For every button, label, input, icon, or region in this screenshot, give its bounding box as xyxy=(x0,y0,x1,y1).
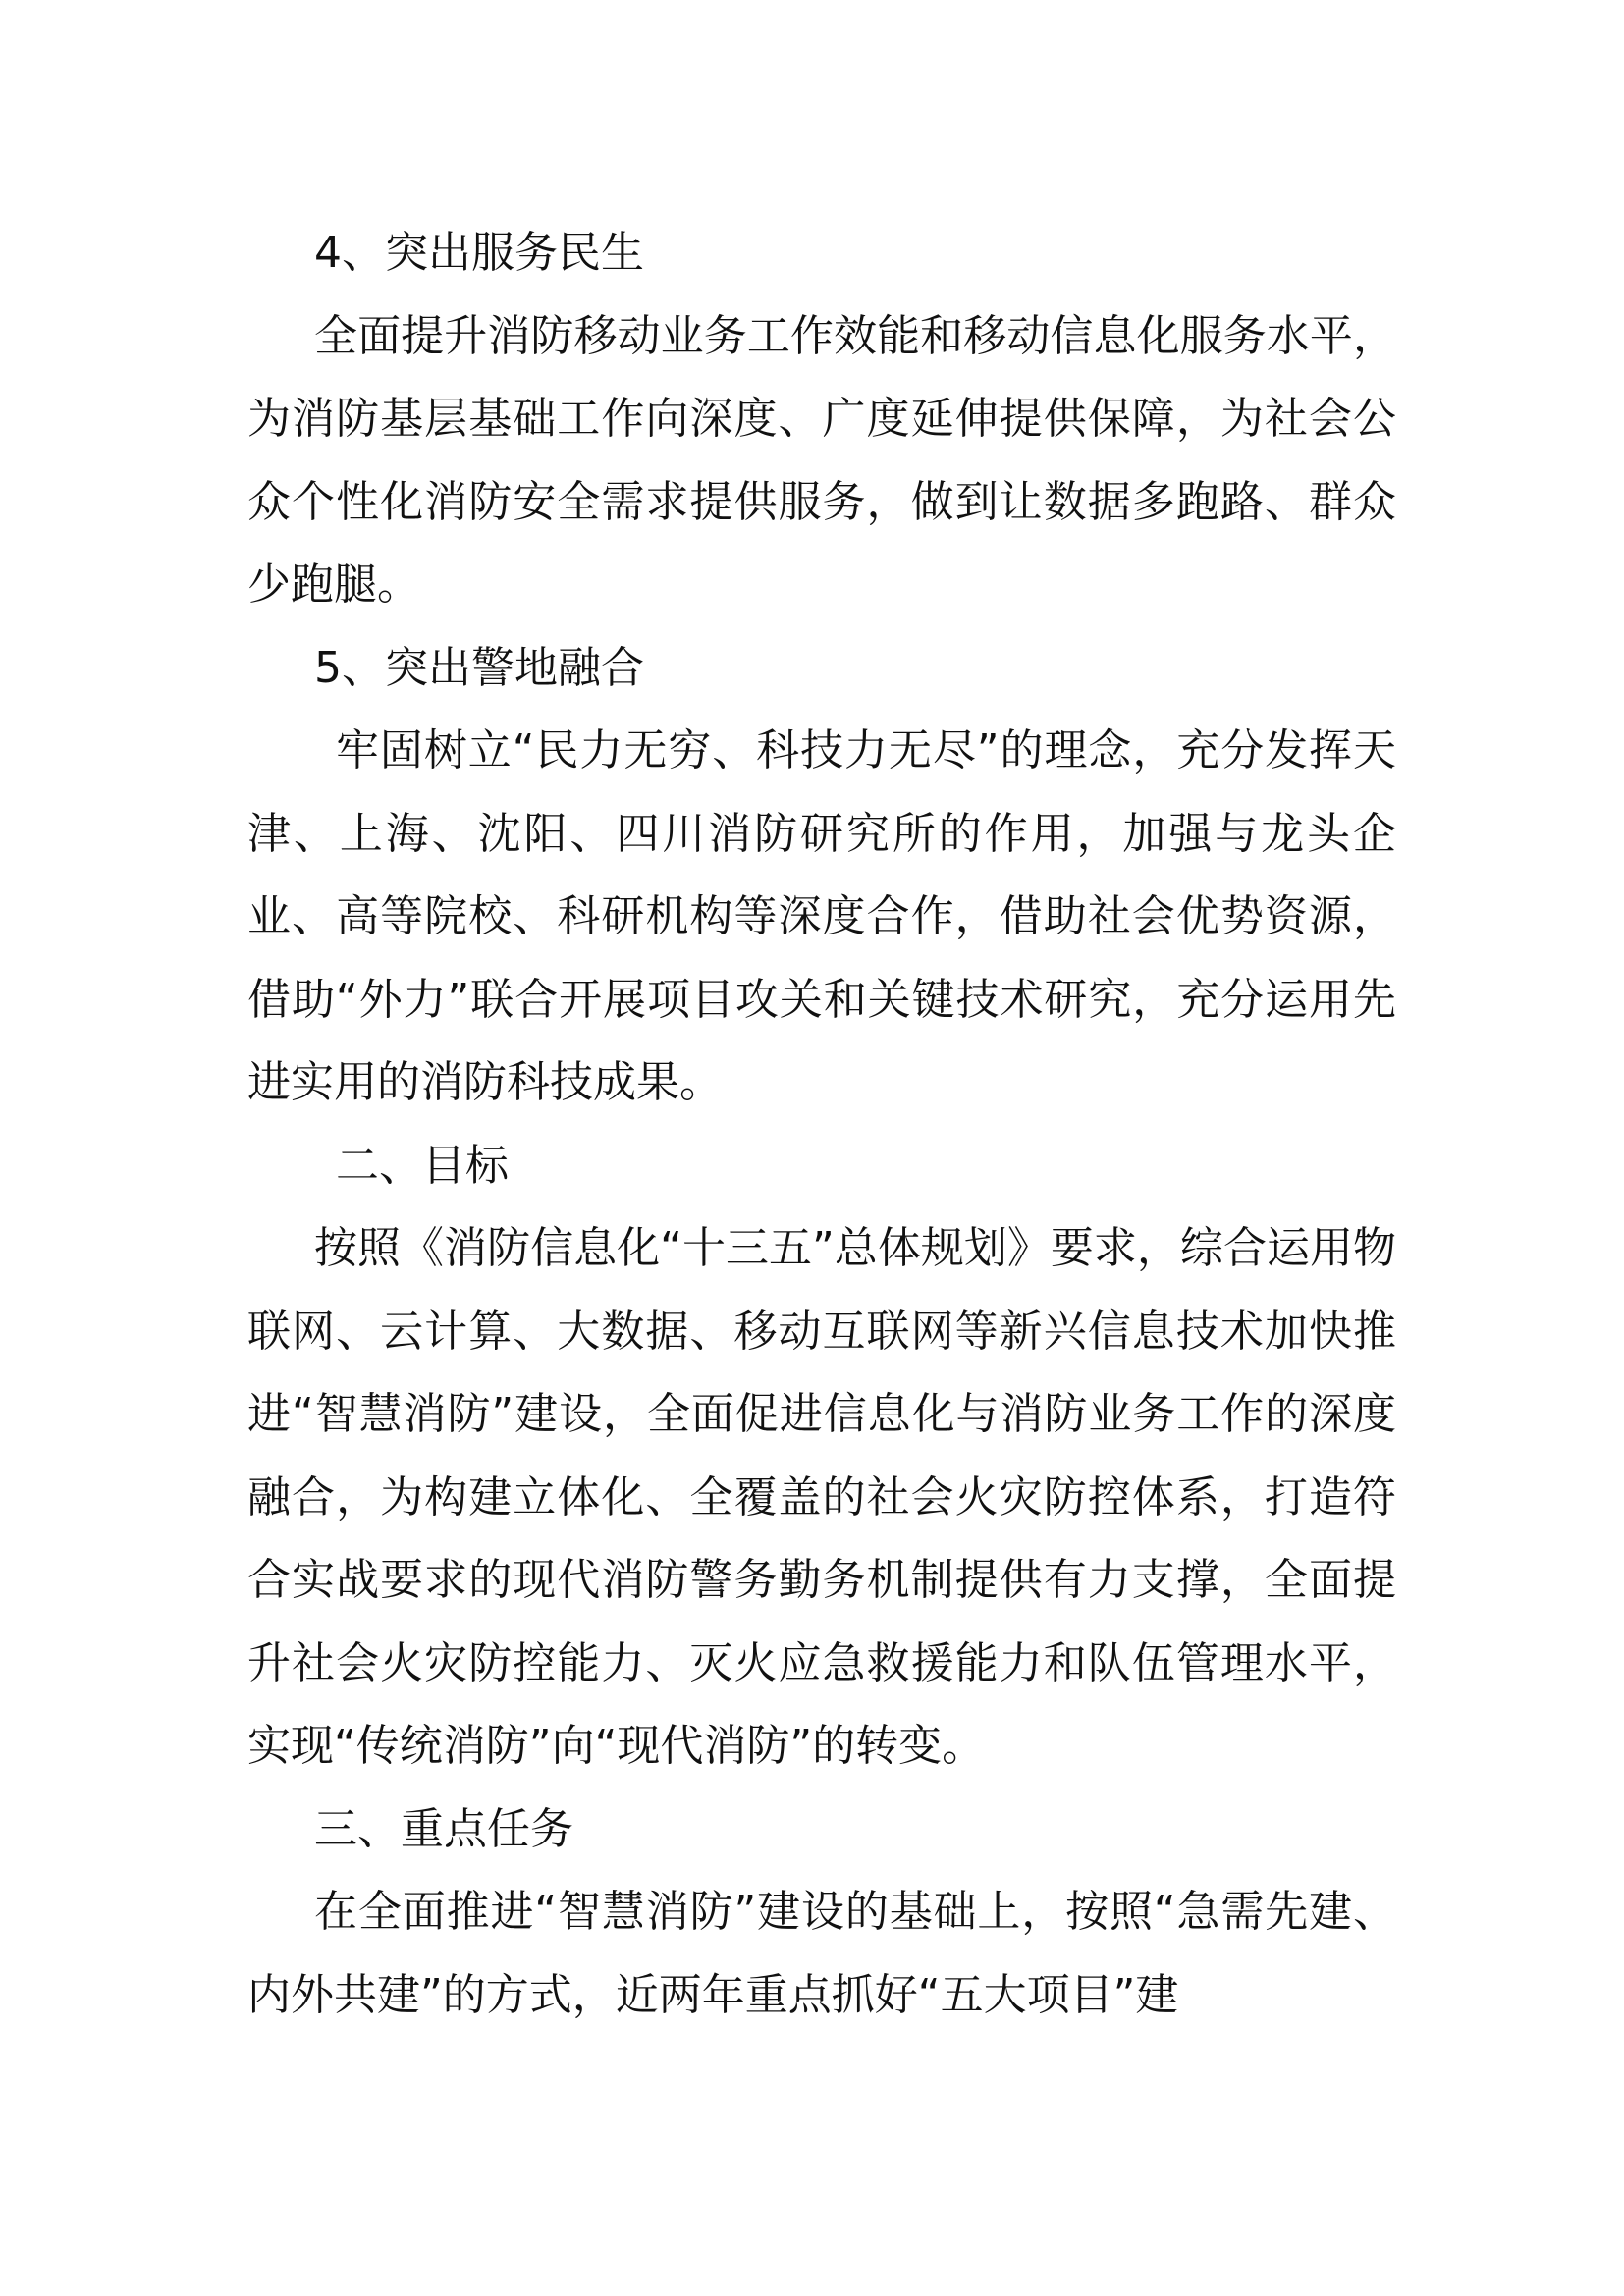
section-heading-5: 5、突出警地融合 xyxy=(314,642,644,693)
paragraph-tasks: 在全面推进“智慧消防”建设的基础上，按照“急需先建、内外共建”的方式，近两年重点抓好“五大项目”建 xyxy=(247,1887,1396,2020)
paragraph-goal: 按照《消防信息化“十三五”总体规划》要求，综合运用物联网、云计算、大数据、移动互联网等新兴信息技术加快推进“智慧消防”建设，全面促进信息化与消防业务工作的深度融合，为构建立体化、全覆盖的社会火灾防控体系，打造符合实战要求的现代消防警务勤务机制提供有力支撑，全面提升社会火灾防控能力、灭火应急救援能力和队伍管理水平，实现“传统消防”向“现代消防”的转变。 xyxy=(247,1223,1396,1771)
document-body xyxy=(247,212,1396,2037)
paragraph-4: 全面提升消防移动业务工作效能和移动信息化服务水平，为消防基层基础工作向深度、广度延伸提供保障，为社会公众个性化消防安全需求提供服务，做到让数据多跑路、群众少跑腿。 xyxy=(247,310,1396,610)
paragraph-5: 牢固树立“民力无穷、科技力无尽”的理念，充分发挥天津、上海、沈阳、四川消防研究所的作用，加强与龙头企业、高等院校、科研机构等深度合作，借助社会优势资源，借助“外力”联合开展项目攻关和关键技术研究，充分运用先进实用的消防科技成果。 xyxy=(247,725,1396,1107)
section-heading-tasks: 三、重点任务 xyxy=(314,1803,573,1854)
section-heading-goal: 二、目标 xyxy=(336,1140,509,1191)
section-heading-4: 4、突出服务民生 xyxy=(314,228,644,278)
